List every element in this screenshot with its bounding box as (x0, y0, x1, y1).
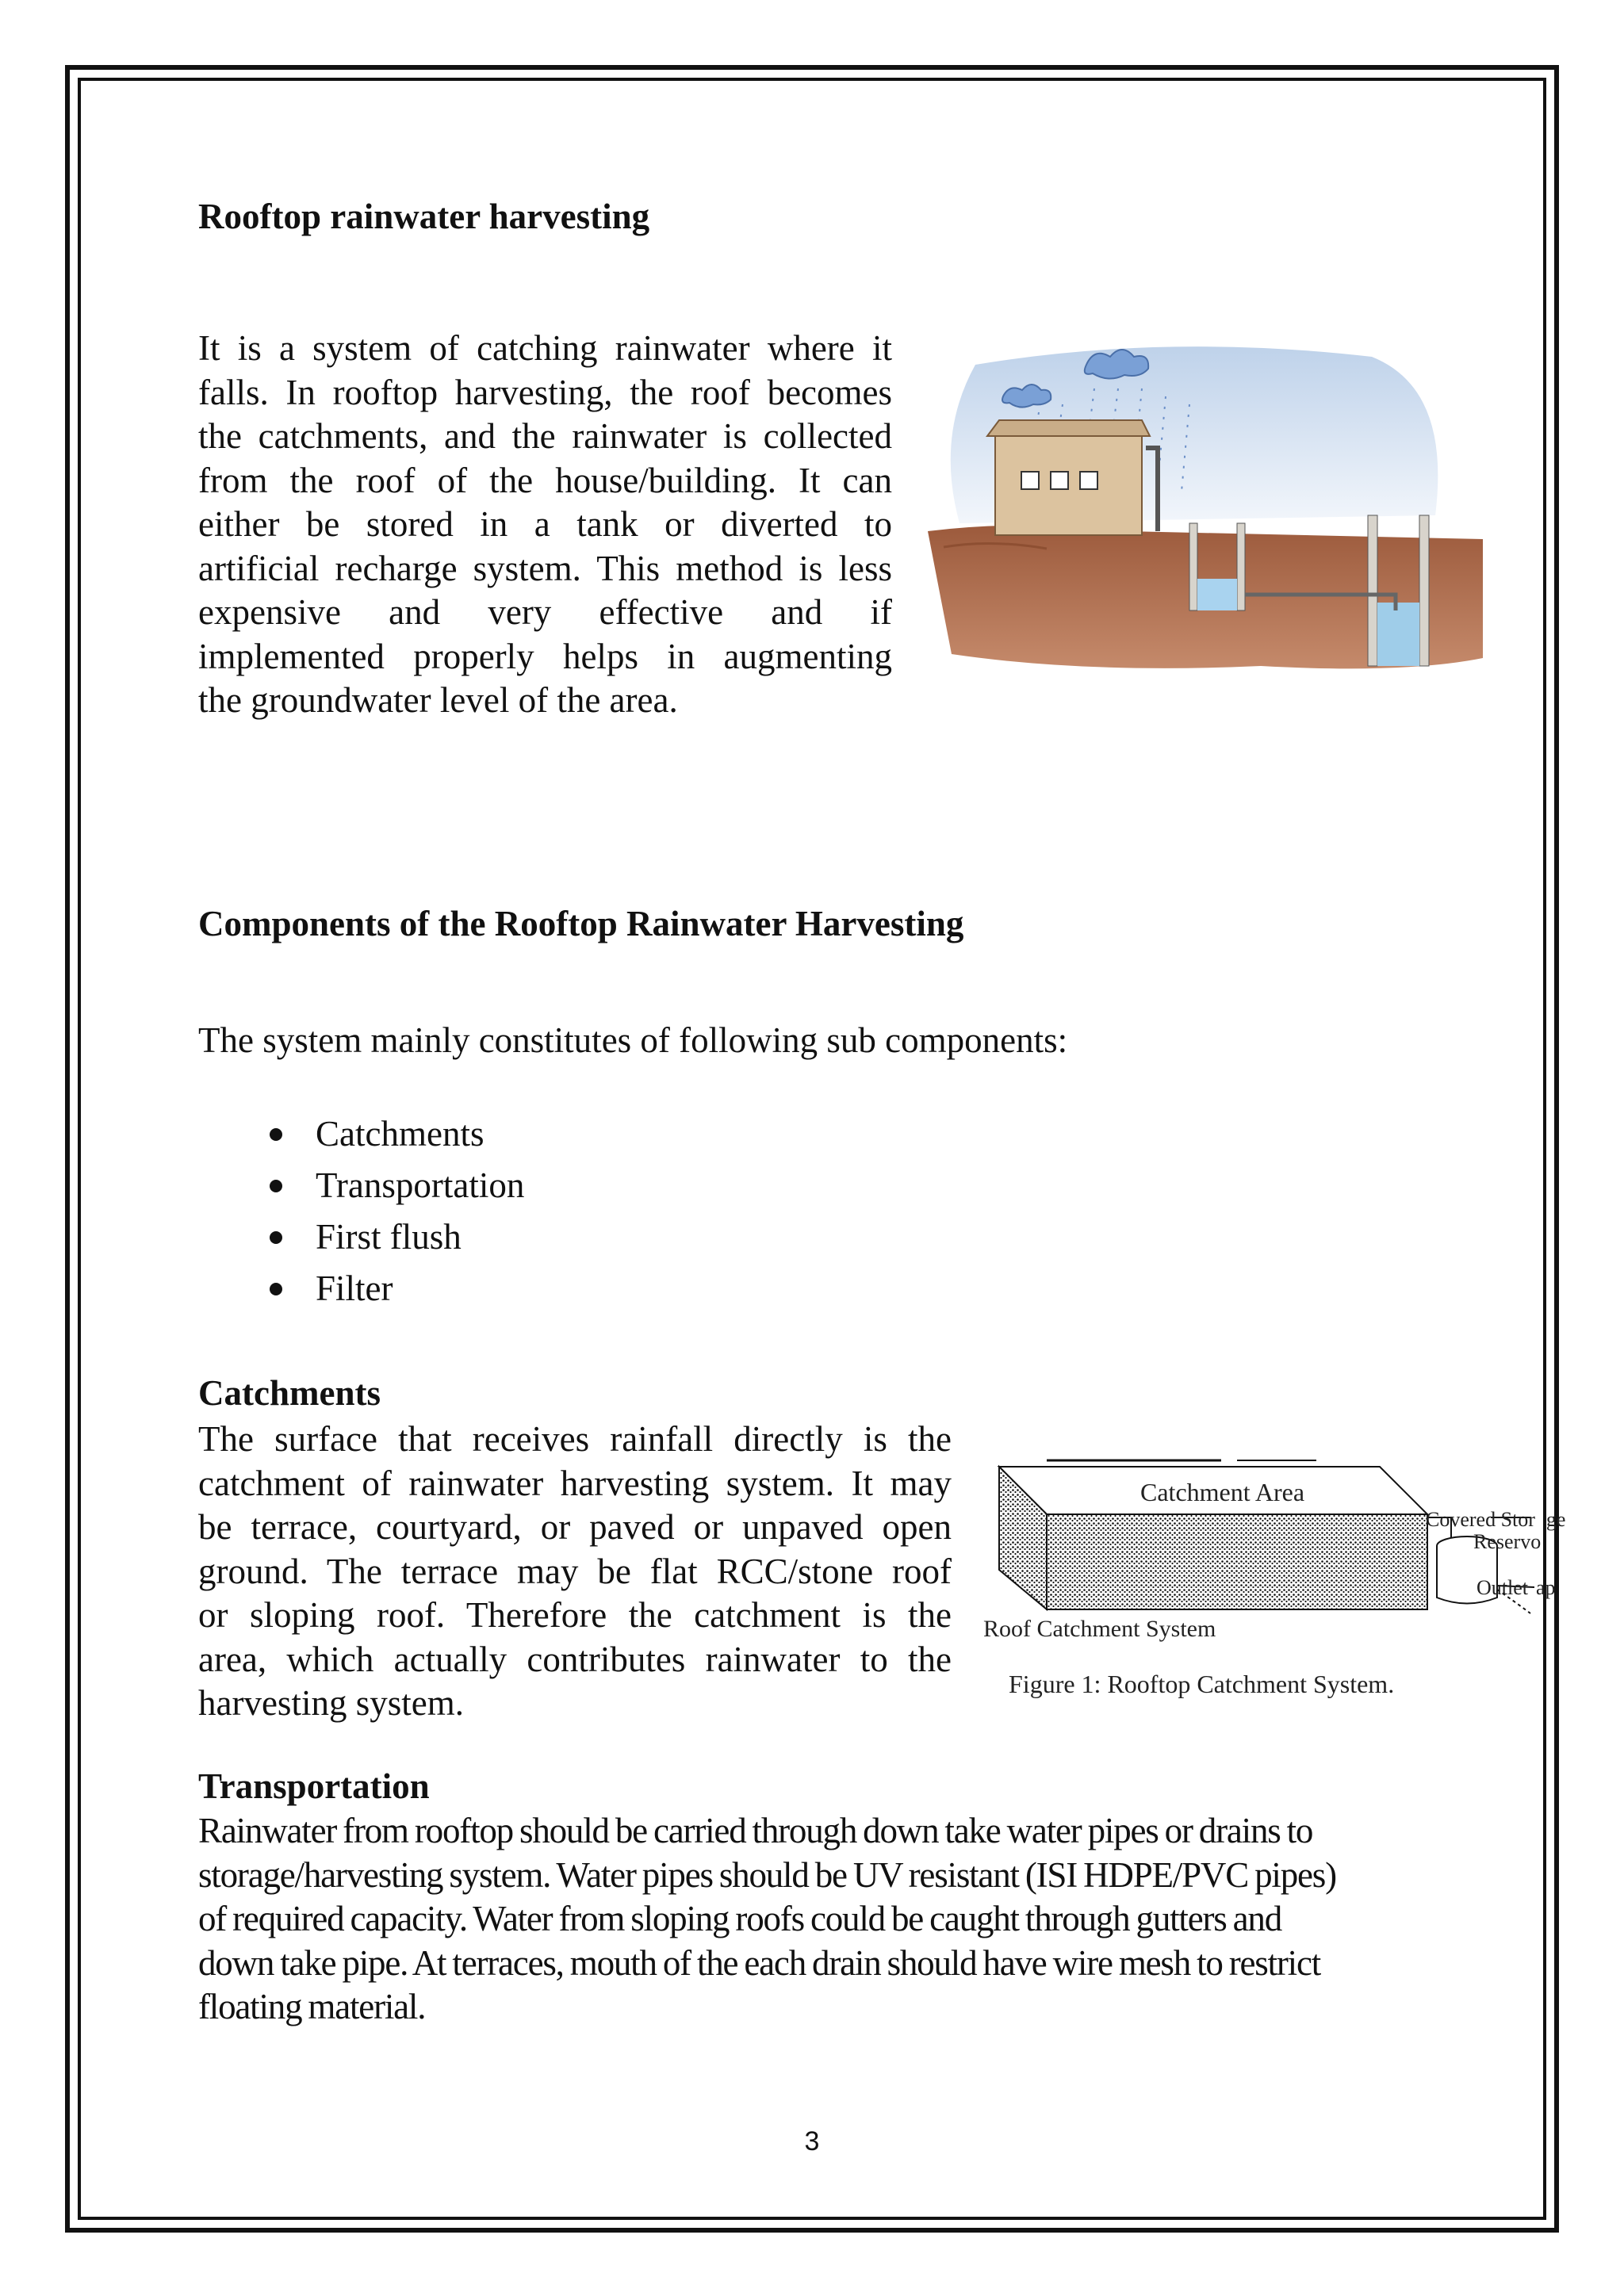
bullet-icon (270, 1180, 282, 1192)
paragraph-line: of required capacity. Water from sloping roofs could be caught through gutters and (198, 1899, 1282, 1938)
rooftop-paragraph (198, 327, 892, 723)
section-title-components: Components of the Rooftop Rainwater Harvesting (198, 904, 964, 943)
paragraph-line: the catchments, and the rainwater is collected (198, 416, 892, 456)
paragraph-line: storage/harvesting system. Water pipes should be UV resistant (ISI HDPE/PVC pipes) (198, 1854, 1336, 1895)
components-intro: The system mainly constitutes of following sub components: (198, 1020, 1068, 1060)
list-item (198, 1263, 524, 1314)
list-item (198, 1160, 524, 1211)
paragraph-line: from the roof of the house/building. It can (198, 460, 892, 500)
label-outlet-part: ap (1536, 1576, 1556, 1599)
bullet-icon (270, 1231, 282, 1244)
paragraph-line: area, which actually contributes rainwater to the (198, 1639, 952, 1679)
paragraph-line: down take pipe. At terraces, mouth of the each drain should have wire mesh to restrict (198, 1942, 1321, 1983)
paragraph-line: ground. The terrace may be flat RCC/stone roof (198, 1551, 952, 1591)
label-roof-catchment-system: Roof Catchment System (983, 1616, 1216, 1642)
paragraph-line: floating material. (198, 1987, 426, 2026)
transportation-paragraph (198, 1809, 1435, 2030)
list-item-label: Catchments (316, 1114, 485, 1154)
paragraph-line: expensive and very effective and if (198, 592, 892, 632)
paragraph-line: implemented properly helps in augmenting (198, 636, 892, 676)
label-covered-storage (1426, 1508, 1565, 1532)
figure-caption: Figure 1: Rooftop Catchment System. (1009, 1670, 1395, 1698)
bullet-icon (270, 1283, 282, 1295)
list-item-label: First flush (316, 1217, 462, 1257)
section-title-catchments: Catchments (198, 1373, 381, 1413)
section-title-rooftop: Rooftop rainwater harvesting (198, 197, 650, 236)
bullet-icon (270, 1128, 282, 1141)
paragraph-line: be terrace, courtyard, or paved or unpaved open (198, 1507, 952, 1547)
paragraph-line: catchment of rainwater harvesting system. It may (198, 1463, 952, 1503)
label-catchment-area: Catchment Area (1140, 1478, 1305, 1506)
label-outlet (1477, 1576, 1556, 1600)
page-number: 3 (804, 2126, 820, 2156)
list-item-label: Filter (316, 1269, 393, 1308)
rooftop-harvesting-illustration (928, 341, 1483, 690)
section-title-transportation: Transportation (198, 1766, 430, 1806)
paragraph-line: falls. In rooftop harvesting, the roof becomes (198, 372, 892, 412)
components-list (198, 1108, 524, 1314)
label-covered-storage-part: Covered Stor (1426, 1508, 1535, 1531)
paragraph-line: Rainwater from rooftop should be carried through down take water pipes or drains to (198, 1811, 1313, 1850)
label-reservoir: Reservo (1473, 1530, 1542, 1553)
paragraph-line: either be stored in a tank or diverted to (198, 504, 892, 544)
list-item (198, 1108, 524, 1160)
catchments-paragraph (198, 1418, 952, 1726)
label-outlet-part: Outlet (1477, 1576, 1528, 1599)
paragraph-line: artificial recharge system. This method is less (198, 548, 892, 588)
paragraph-line: It is a system of catching rainwater where it (198, 328, 892, 368)
paragraph-line: or sloping roof. Therefore the catchment is the (198, 1595, 952, 1635)
paragraph-line: the groundwater level of the area. (198, 680, 678, 720)
paragraph-line: The surface that receives rainfall directly is the (198, 1419, 952, 1459)
figure-rooftop-catchment (983, 1451, 1586, 1705)
list-item (198, 1211, 524, 1263)
label-covered-storage-part: ge (1545, 1508, 1566, 1531)
list-item-label: Transportation (316, 1165, 525, 1205)
paragraph-line: harvesting system. (198, 1683, 464, 1723)
